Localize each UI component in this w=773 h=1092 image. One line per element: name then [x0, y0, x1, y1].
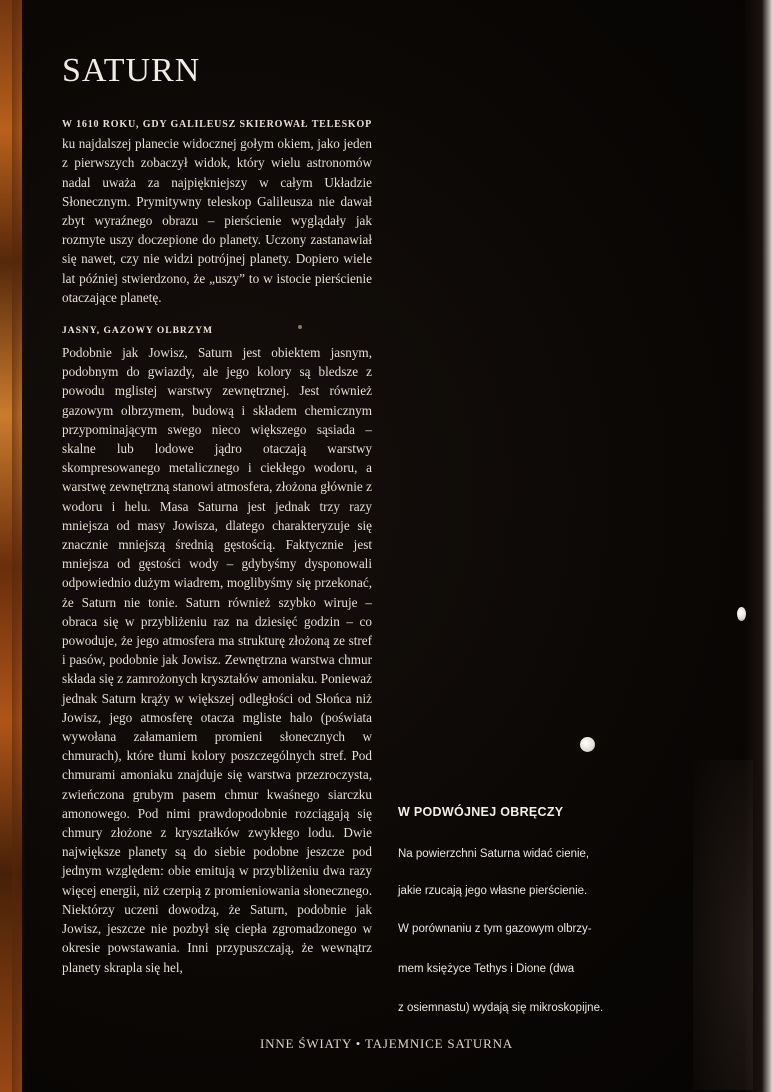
caption-line: z osiemnastu) wydają się mikroskopijne. — [398, 1002, 604, 1014]
caption-line: mem księżyce Tethys i Dione (dwa — [398, 963, 575, 975]
dust-speck — [298, 325, 302, 329]
page-title: SATURN — [62, 52, 201, 89]
saturn-image-edge — [0, 0, 22, 1092]
running-footer: INNE ŚWIATY • TAJEMNICE SATURNA — [260, 1036, 513, 1051]
section-heading: JASNY, GAZOWY OLBRZYM — [62, 326, 213, 336]
intro-paragraph — [62, 113, 372, 307]
caption-line: W porównaniu z tym gazowym olbrzy- — [398, 923, 592, 935]
caption-line: jakie rzucają jego własne pierścienie. — [398, 885, 588, 897]
caption-line: Na powierzchni Saturna widać cienie, — [398, 848, 590, 860]
intro-lead-caps: W 1610 ROKU, GDY GALILEUSZ SKIEROWAŁ TELESKOP — [62, 119, 372, 130]
moon-dione — [580, 737, 595, 752]
moon-tethys — [737, 607, 746, 621]
section-body — [62, 343, 372, 977]
caption-heading: W PODWÓJNEJ OBRĘCZY — [398, 805, 564, 819]
section-text: Podobnie jak Jowisz, Saturn jest obiektem jasnym, podobnym do gwiazdy, ale jego kolory są bledsze z powodu mglistej warstwy zewnętrznej. Jest również gazowym olbrzymem, budową i składem chemicznym przypominającym swego nieco większego sąsiada – skalne lub lodowe jądro otaczają warstwy skompresowanego metalicznego i ciekłego wodoru, a warstwę zewnętrzną stanowi atmosfera, złożona głównie z wodoru i helu. Masa Saturna jest jednak trzy razy mniejsza od masy Jowisza, dlatego charakteryzuje się znacznie mniejszą średnią gęstością. Faktycznie jest mniejsza od gęstości wody – gdybyśmy dysponowali odpowiednio dużym wiadrem, moglibyśmy się przekonać, że Saturn nie tonie. Saturn również szybko wiruje – obraca się w przybliżeniu raz na dziesięć godzin – co powoduje, że jego atmosfera ma strukturę złożoną ze stref i pasów, podobnie jak Jowisz. Zewnętrzna warstwa chmur składa się z zamrożonych kryształów amoniaku. Ponieważ jednak Saturn krąży w większej odległości od Słońca niż Jowisz, jego atmosferę otacza mgliste halo (poświata wywołana załamaniem promieni słonecznych w chmurach), które tłumi kolory poszczególnych stref. Pod chmurami amoniaku znajduje się warstwa przezroczysta, zwieńczona grubym pasem chmur kwaśnego siarczku amonowego. Pod nimi prawdopodobnie rozciągają się chmury złożone z kryształków zwykłego lodu. Dwie największe planety są do siebie podobne jeszcze pod jednym względem: obie emitują w przybliżeniu dwa razy więcej energii, niż czerpią z promieniowania słonecznego. Niektórzy uczeni dowodzą, że Saturn, podobnie jak Jowisz, jeszcze nie pozbył się ciepła zgromadzonego w okresie powstawania. Inni przypuszczają, że wewnątrz planety skrapla się hel, — [62, 345, 372, 975]
intro-text: ku najdalszej planecie widocznej gołym okiem, jako jeden z pierwszych zobaczył widok, który wielu astronomów nadal uważa za najpiękniejszy w całym Układzie Słonecznym. Prymitywny teleskop Galileusza nie dawał zbyt wyraźnego obrazu – pierścienie wyglądały jak rozmyte uszy doczepione do planety. Uczony zastanawiał się nawet, czy nie widzi potrójnej planety. Dopiero wiele lat później stwierdzono, że „uszy” to w istocie pierścienie otaczające planetę. — [62, 136, 372, 305]
